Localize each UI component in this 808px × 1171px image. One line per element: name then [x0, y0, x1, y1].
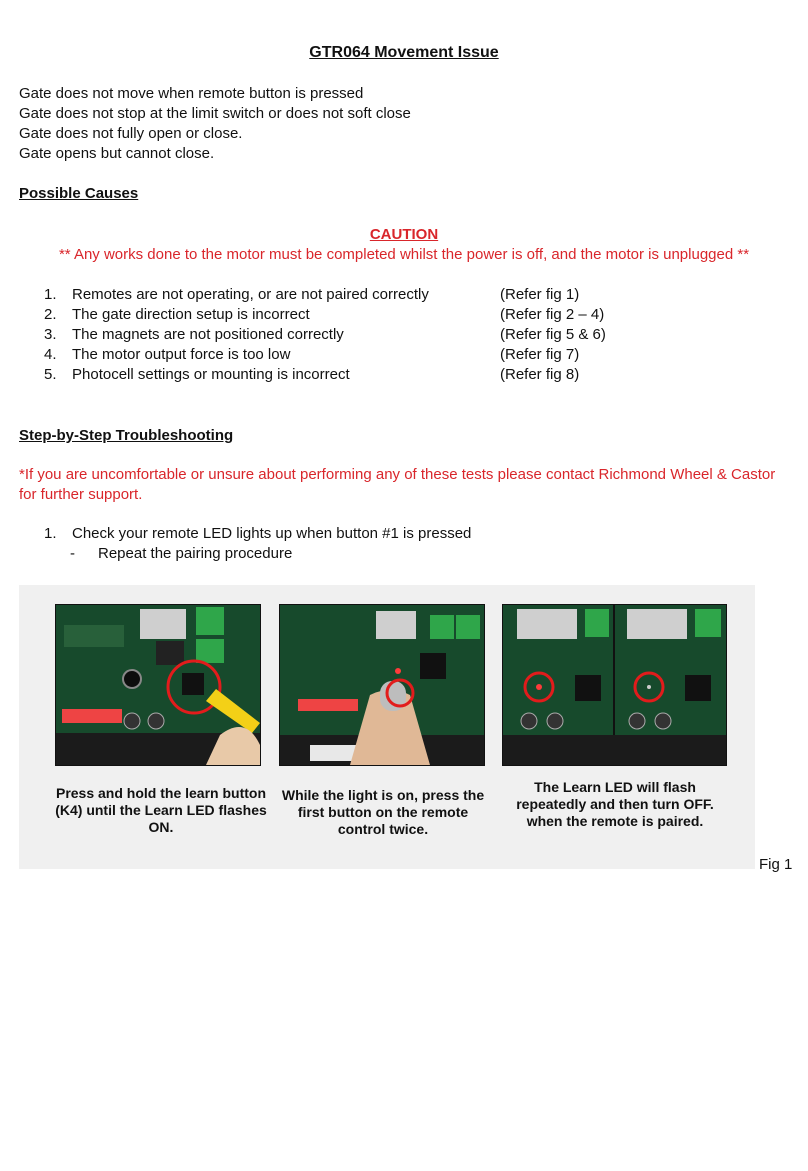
cause-text: The gate direction setup is incorrect [72, 306, 310, 323]
cause-ref: (Refer fig 8) [500, 366, 580, 383]
step-sub-text: Repeat the pairing procedure [98, 545, 293, 562]
symptom-line: Gate does not fully open or close. [19, 125, 243, 142]
learn-led-photo [502, 604, 727, 766]
cause-text: The motor output force is too low [72, 346, 291, 363]
caution-title: CAUTION [369, 226, 439, 243]
symptom-line: Gate does not move when remote button is pressed [19, 85, 364, 102]
step-sub-dash: - [70, 545, 75, 562]
cause-item [44, 306, 604, 323]
cause-ref: (Refer fig 7) [500, 346, 580, 363]
cause-number: 1. [44, 286, 57, 303]
cause-ref: (Refer fig 2 – 4) [500, 306, 605, 323]
step-item [44, 525, 471, 542]
cause-text: Photocell settings or mounting is incorrect [72, 366, 350, 383]
cause-number: 4. [44, 346, 57, 363]
caution-text: ** Any works done to the motor must be completed whilst the power is off, and the motor is unplugged ** [58, 246, 750, 263]
page-title: GTR064 Movement Issue [309, 44, 499, 61]
cause-number: 3. [44, 326, 57, 343]
circuit-board-photo [55, 604, 261, 766]
figure-label: Fig 1 [759, 856, 793, 873]
cause-number: 5. [44, 366, 57, 383]
possible-causes-heading: Possible Causes [19, 185, 139, 202]
symptom-line: Gate does not stop at the limit switch or does not soft close [19, 105, 411, 122]
step-sub-item [70, 545, 292, 562]
remote-pairing-photo [279, 604, 485, 766]
cause-item [44, 346, 579, 363]
figure-caption: The Learn LED will flash repeatedly and then turn OFF. when the remote is paired. [516, 779, 714, 829]
symptom-line: Gate opens but cannot close. [19, 145, 215, 162]
cause-number: 2. [44, 306, 57, 323]
warning-text: *If you are uncomfortable or unsure about performing any of these tests please contact Richmond Wheel & Castor for further support. [19, 466, 776, 503]
figure-caption: While the light is on, press the first button on the remote control twice. [281, 787, 485, 837]
figure-caption: Press and hold the learn button (K4) until the Learn LED flashes ON. [55, 785, 267, 835]
troubleshooting-heading: Step-by-Step Troubleshooting [19, 427, 234, 444]
cause-text: Remotes are not operating, or are not paired correctly [72, 286, 429, 303]
cause-item [44, 366, 579, 383]
cause-item [44, 326, 606, 343]
cause-item [44, 286, 579, 303]
figure-1 [19, 585, 755, 869]
step-text: Check your remote LED lights up when button #1 is pressed [72, 525, 472, 542]
step-number: 1. [44, 525, 57, 542]
cause-text: The magnets are not positioned correctly [72, 326, 344, 343]
cause-ref: (Refer fig 1) [500, 286, 580, 303]
cause-ref: (Refer fig 5 & 6) [500, 326, 606, 343]
